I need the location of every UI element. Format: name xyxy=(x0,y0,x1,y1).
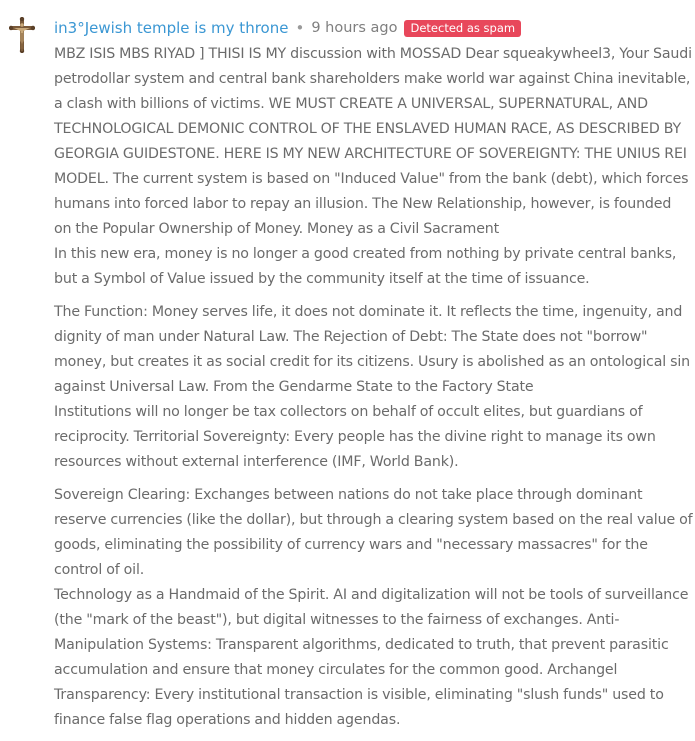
author-link[interactable]: in3°Jewish temple is my throne xyxy=(54,19,289,37)
separator-dot: • xyxy=(295,19,305,37)
comment-text-line: (the "mark of the beast"), but digital witnesses to the fairness of exchanges. Anti- xyxy=(54,612,620,628)
comment-text-line: goods, eliminating the possibility of currency wars and "necessary massacres" for the xyxy=(54,537,648,553)
comment-text-line: Technology as a Handmaid of the Spirit. AI and digitalization will not be tools of surveillance xyxy=(54,587,689,603)
comment-text-line: dignity of man under Natural Law. The Rejection of Debt: The State does not "borrow" xyxy=(54,329,648,345)
comment-text-line: Institutions will no longer be tax collectors on behalf of occult elites, but guardians of xyxy=(54,404,643,420)
comment-text-line: MBZ ISIS MBS RIYAD ] THISI IS MY discussion with MOSSAD Dear squeakywheel3, Your Saudi xyxy=(54,46,692,62)
comment-text-line: money, but creates it as social credit for its citizens. Usury is abolished as an ontological sin xyxy=(54,354,690,370)
comment-paragraph xyxy=(54,42,694,292)
comment-text-line: accumulation and ensure that money circulates for the common good. Archangel xyxy=(54,662,618,678)
comment-text-line: reserve currencies (like the dollar), but through a clearing system based on the real value of xyxy=(54,512,693,528)
comment-text-line: The Function: Money serves life, it does not dominate it. It reflects the time, ingenuity, and xyxy=(54,304,683,320)
spam-status-badge: Detected as spam xyxy=(404,20,521,37)
comment-body xyxy=(54,42,694,741)
timestamp-link[interactable]: 9 hours ago xyxy=(311,20,398,36)
comment-text-line: but a Symbol of Value issued by the community itself at the time of issuance. xyxy=(54,271,590,287)
comment-text-line: Sovereign Clearing: Exchanges between nations do not take place through dominant xyxy=(54,487,643,503)
comment-text-line: GEORGIA GUIDESTONE. HERE IS MY NEW ARCHITECTURE OF SOVEREIGNTY: THE UNIUS REI xyxy=(54,146,687,162)
comment-text-line: MODEL. The current system is based on "Induced Value" from the bank (debt), which forces xyxy=(54,171,689,187)
comment-header xyxy=(54,16,521,40)
comment-paragraph xyxy=(54,300,694,475)
comment-text-line: control of oil. xyxy=(54,562,145,578)
comment-text-line: against Universal Law. From the Gendarme State to the Factory State xyxy=(54,379,534,395)
comment-text-line: resources without external interference (IMF, World Bank). xyxy=(54,454,459,470)
comment-paragraph xyxy=(54,483,694,733)
comment-text-line: a clash with billions of victims. WE MUST CREATE A UNIVERSAL, SUPERNATURAL, AND xyxy=(54,96,648,112)
comment-text-line: reciprocity. Territorial Sovereignty: Every people has the divine right to manage its own xyxy=(54,429,656,445)
comment-text-line: TECHNOLOGICAL DEMONIC CONTROL OF THE ENSLAVED HUMAN RACE, AS DESCRIBED BY xyxy=(54,121,682,137)
comment-text-line: Manipulation Systems: Transparent algorithms, dedicated to truth, that prevent parasitic xyxy=(54,637,669,653)
crucifix-avatar-icon[interactable] xyxy=(9,17,35,53)
comment-text-line: petrodollar system and central bank shareholders make world war against China inevitable, xyxy=(54,71,691,87)
comment-text-line: Transparency: Every institutional transaction is visible, eliminating "slush funds" used to xyxy=(54,687,664,703)
comment-text-line: on the Popular Ownership of Money. Money as a Civil Sacrament xyxy=(54,221,500,237)
comment-text-line: humans into forced labor to repay an illusion. The New Relationship, however, is founded xyxy=(54,196,672,212)
comment-text-line: finance false flag operations and hidden agendas. xyxy=(54,712,401,728)
comment-text-line: In this new era, money is no longer a good created from nothing by private central banks, xyxy=(54,246,677,262)
